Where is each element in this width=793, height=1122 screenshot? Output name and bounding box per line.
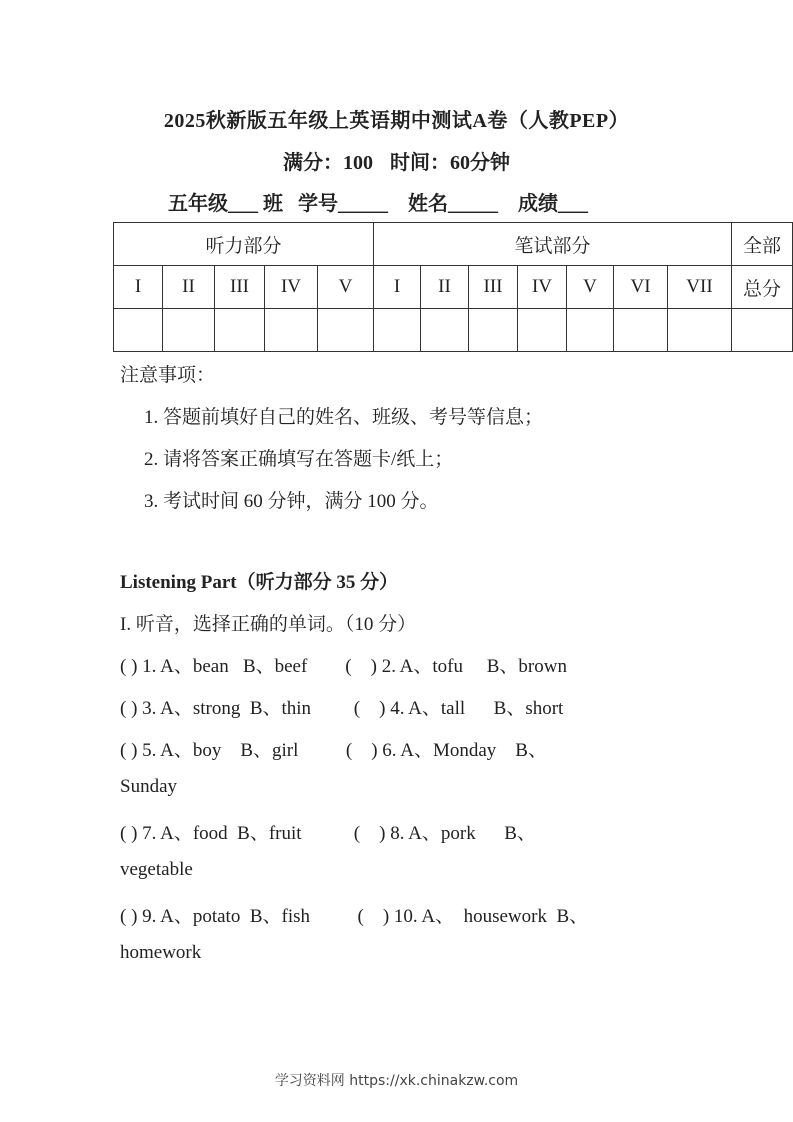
total-score-cell[interactable] xyxy=(732,309,793,352)
listening-col: I xyxy=(114,266,163,309)
score-cell[interactable] xyxy=(469,309,518,352)
student-info-line: 五年级___ 班 学号_____ 姓名_____ 成绩___ xyxy=(168,193,588,215)
question-heading: I. 听音，选择正确的单词。（10 分） xyxy=(120,614,417,635)
score-cell[interactable] xyxy=(518,309,567,352)
written-col: V xyxy=(567,266,614,309)
listening-section-header: 听力部分 xyxy=(114,223,374,266)
listening-col: IV xyxy=(265,266,318,309)
listening-col: II xyxy=(163,266,215,309)
written-section-header: 笔试部分 xyxy=(374,223,732,266)
score-table xyxy=(113,222,793,352)
question-line: ( ) 7. A、food B、fruit ( ) 8. A、pork B、 xyxy=(120,823,536,844)
written-col: VII xyxy=(668,266,732,309)
question-line: ( ) 9. A、potato B、fish ( ) 10. A、 housework B、 xyxy=(120,906,589,927)
total-header-bottom: 总分 xyxy=(732,266,793,309)
score-cell[interactable] xyxy=(374,309,421,352)
question-line: homework xyxy=(120,942,202,963)
written-col: I xyxy=(374,266,421,309)
score-cell[interactable] xyxy=(668,309,732,352)
exam-time: 时间：60分钟 xyxy=(390,152,510,174)
listening-col: III xyxy=(215,266,265,309)
question-line: vegetable xyxy=(120,859,193,880)
question-line: ( ) 1. A、bean B、beef ( ) 2. A、tofu B、brown xyxy=(120,656,567,677)
footer-watermark: 学习资料网 https://xk.chinakzw.com xyxy=(274,1073,519,1089)
score-cell[interactable] xyxy=(318,309,374,352)
written-col: IV xyxy=(518,266,567,309)
score-cell[interactable] xyxy=(614,309,668,352)
full-score: 满分：100 xyxy=(283,152,373,174)
question-line: ( ) 5. A、boy B、girl ( ) 6. A、Monday B、 xyxy=(120,740,547,761)
listening-col: V xyxy=(318,266,374,309)
total-header-top: 全部 xyxy=(732,223,793,266)
score-cell[interactable] xyxy=(114,309,163,352)
question-line: Sunday xyxy=(120,776,177,797)
written-col: II xyxy=(421,266,469,309)
score-cell[interactable] xyxy=(421,309,469,352)
score-cell[interactable] xyxy=(567,309,614,352)
score-cell[interactable] xyxy=(265,309,318,352)
listening-section-heading: Listening Part（听力部分 35 分） xyxy=(120,572,399,593)
score-cell[interactable] xyxy=(215,309,265,352)
question-line: ( ) 3. A、strong B、thin ( ) 4. A、tall B、short xyxy=(120,698,564,719)
note-item: 2. 请将答案正确填写在答题卡/纸上； xyxy=(144,449,454,470)
written-col: III xyxy=(469,266,518,309)
note-item: 3. 考试时间 60 分钟，满分 100 分。 xyxy=(144,491,439,512)
score-cell[interactable] xyxy=(163,309,215,352)
notes-title: 注意事项： xyxy=(120,365,216,386)
page-title: 2025秋新版五年级上英语期中测试A卷（人教PEP） xyxy=(163,110,630,132)
written-col: VI xyxy=(614,266,668,309)
note-item: 1. 答题前填好自己的姓名、班级、考号等信息； xyxy=(144,407,544,428)
exam-meta xyxy=(0,146,793,175)
